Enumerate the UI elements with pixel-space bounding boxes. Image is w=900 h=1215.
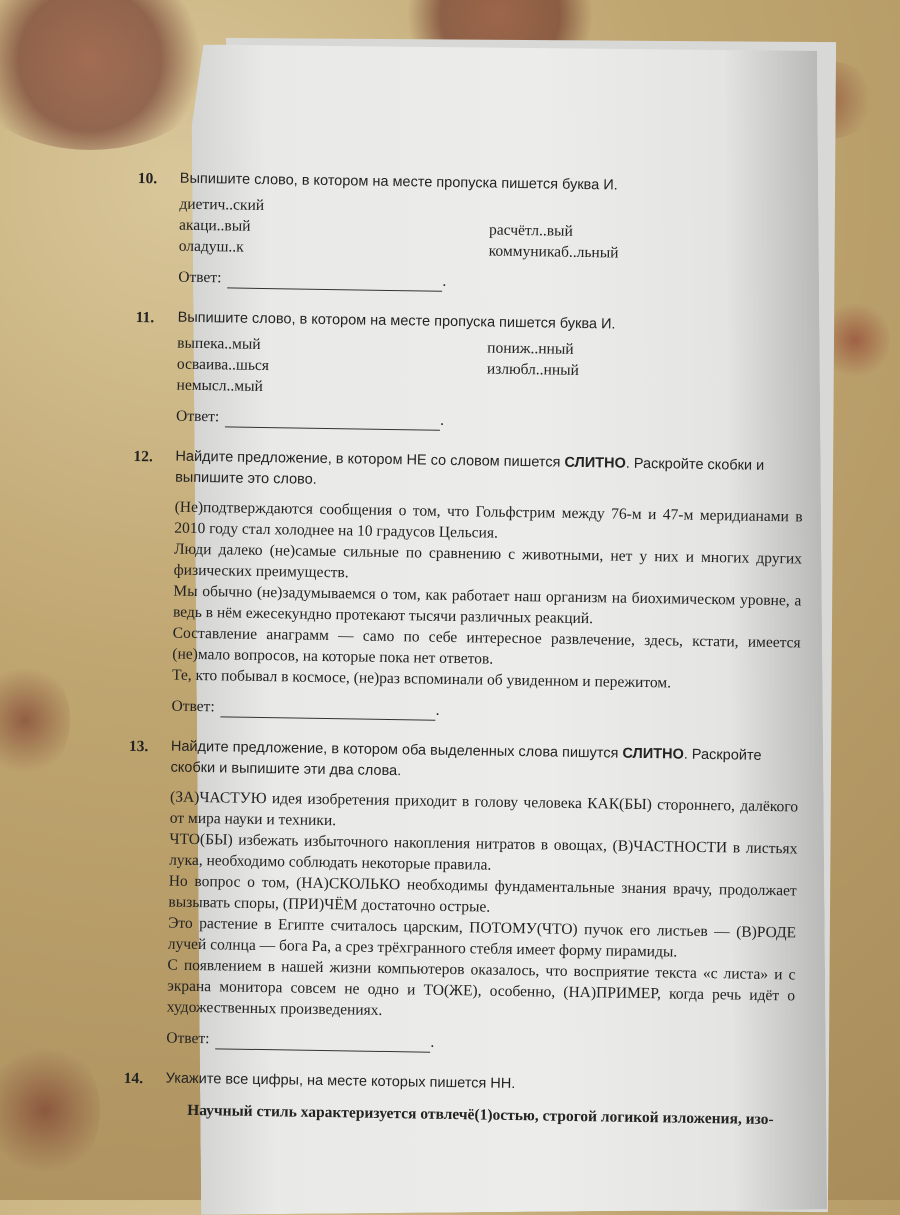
answer-line[interactable]: [215, 1048, 430, 1052]
sentence: Но вопрос о том, (НА)СКОЛЬКО необходимы фундаментальные знания врачу, продолжает вызывать споры, (ПРИ)ЧЁМ достаточно острые.: [168, 872, 797, 916]
sentence: Мы обычно (не)задумываемся о том, как работает наш организм на биохимическом уровне, а ведь в нём ежесекундно протекают тысячи различных реакций.: [172, 582, 802, 628]
option-item: излюбл..нный: [486, 360, 580, 379]
task-text: Научный стиль характеризуется отвлечё(1)остью, строгой логикой изложения, изо-: [187, 1101, 774, 1129]
sentence-list: [172, 497, 803, 696]
task-question: Укажите все цифры, на месте которых пишется НН.: [165, 1070, 516, 1093]
sentence: С появлением в нашей жизни компьютеров оказалось, что восприятие текста «с листа» и с экрана монитора совсем не одно и ТО(ЖЕ), особенно, (НА)ПРИМЕР, когда речь идёт о художественных произведениях.: [166, 956, 796, 1019]
task-number: 11.: [135, 308, 155, 327]
answer-field[interactable]: Ответ: .: [171, 697, 440, 719]
tablecloth-pattern: [0, 0, 220, 150]
answer-label: Ответ:: [166, 1029, 210, 1048]
sentence: Составление анаграмм — само по себе интересное развлечение, здесь, кстати, имеется (не)мало вопросов, на которые пока нет ответов.: [172, 624, 801, 668]
task-number: 10.: [137, 169, 158, 188]
answer-field[interactable]: Ответ: .: [175, 407, 445, 429]
answer-label: Ответ:: [178, 268, 222, 287]
option-item: оладуш..к: [178, 237, 244, 256]
task-question: Выпишите слово, в котором на месте пропуска пишется буква И.: [177, 309, 616, 333]
sentence: (Не)подтверждаются сообщения о том, что Гольфстрим между 76-м и 47-м меридианами в 2010 году стал холоднее на 10 градусов Цельсия.: [174, 498, 803, 542]
sentence-list: [167, 787, 799, 1028]
option-item: акаци..вый: [178, 216, 251, 235]
question-text: . Раскройте скобки и выпишите это слово.: [175, 455, 765, 488]
option-item: выпека..мый: [177, 334, 261, 353]
answer-label: Ответ:: [171, 697, 215, 716]
question-text: Найдите предложение, в котором НЕ со словом пишется: [175, 448, 565, 471]
sentence: Это растение в Египте считалось царским, ПОТОМУ(ЧТО) пучок его листьев — (В)РОДЕ лучей солнца — бога Ра, а срез трёхгранного стебля имеет форму пирамиды.: [167, 914, 797, 961]
sentence: Те, кто побывал в космосе, (не)раз вспоминали об увиденном и пережитом.: [171, 666, 672, 692]
option-item: расчётл..вый: [488, 221, 573, 240]
tablecloth-pattern: [0, 1040, 100, 1180]
task-10: [136, 168, 808, 298]
question-emphasis: СЛИТНО: [564, 454, 626, 472]
option-item: осваива..шься: [176, 355, 270, 375]
answer-field[interactable]: Ответ: .: [178, 268, 447, 290]
answer-line[interactable]: [221, 716, 436, 720]
question-text: . Раскройте скобки и выпишите эти два слова.: [170, 746, 762, 780]
sentence: (ЗА)ЧАСТУЮ идея изобретения приходит в голову человека КАК(БЫ) стороннего, далёкого от мира науки и техники.: [169, 788, 799, 830]
option-item: диетич..ский: [179, 195, 265, 214]
task-question: Выпишите слово, в котором на месте пропуска пишется буква И.: [179, 170, 618, 194]
task-number: 13.: [128, 737, 149, 756]
page-content: [123, 168, 808, 1150]
task-13: [124, 736, 799, 1058]
sentence: Люди далеко (не)самые сильные по сравнению с животными, нет у них и многих других физических преимуществ.: [173, 540, 803, 582]
answer-field[interactable]: Ответ: .: [166, 1029, 435, 1051]
task-number: 12.: [133, 447, 153, 466]
option-item: [486, 380, 786, 406]
sentence: ЧТО(БЫ) избежать избыточного накопления нитратов в овощах, (В)ЧАСТНОСТИ в листьях лука, необходимо соблюдать некоторые правила.: [168, 830, 798, 874]
answer-line[interactable]: [227, 287, 442, 291]
option-list: [176, 333, 805, 406]
answer-label: Ответ:: [175, 407, 220, 426]
question-text: Найдите предложение, в котором оба выделенных слова пишутся: [170, 738, 623, 762]
tablecloth-pattern: [0, 660, 70, 780]
option-list: [179, 194, 808, 267]
answer-line[interactable]: [225, 426, 440, 430]
task-11: [134, 307, 806, 437]
task-number: 14.: [123, 1069, 144, 1088]
question-emphasis: СЛИТНО: [622, 745, 684, 763]
option-item: пониж..нный: [487, 339, 574, 358]
task-14: [123, 1068, 794, 1131]
task-question: [170, 737, 799, 789]
option-item: немысл..мый: [176, 376, 263, 395]
task-question: [175, 447, 804, 499]
option-item: коммуникаб..льный: [488, 242, 619, 262]
task-12: [129, 446, 803, 726]
